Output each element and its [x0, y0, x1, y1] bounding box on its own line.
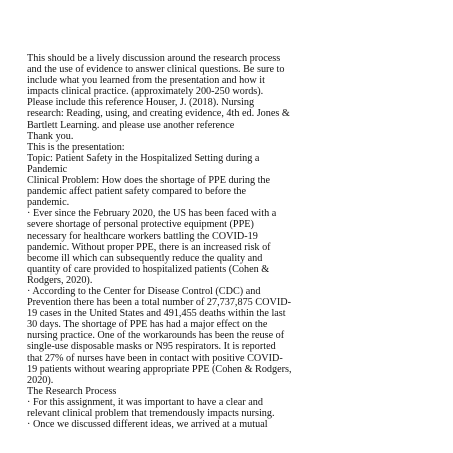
document-body: [27, 53, 431, 430]
text-line: This should be a lively discussion around the research process: [27, 53, 281, 64]
text-line: Bartlett Learning. and please use another reference: [27, 119, 235, 131]
text-line: Thank you.: [27, 130, 74, 142]
text-line: quantity of care provided to hospitalized patients (Cohen &: [27, 263, 270, 275]
text-line: include what you learned from the presentation and how it: [27, 75, 265, 87]
text-line: Clinical Problem: How does the shortage of PPE during the: [27, 175, 271, 187]
text-line: 30 days. The shortage of PPE has had a major effect on the: [27, 319, 268, 331]
text-line: pandemic. Without proper PPE, there is an increased risk of: [27, 241, 271, 253]
text-line: · According to the Center for Disease Control (CDC) and: [27, 285, 261, 297]
text-line: · Once we discussed different ideas, we arrived at a mutual: [27, 419, 268, 431]
text-line: Prevention there has been a total number of 27,737,875 COVID-: [27, 297, 291, 309]
text-line: become ill which can subsequently reduce the quality and: [27, 252, 263, 264]
text-line: research: Reading, using, and creating evidence, 4th ed. Jones &: [27, 108, 290, 120]
text-line: impacts clinical practice. (approximately 200-250 words).: [27, 86, 264, 98]
text-line: 2020).: [27, 374, 54, 386]
text-line: relevant clinical problem that tremendously impacts nursing.: [27, 408, 275, 419]
text-line: · For this assignment, it was important to have a clear and: [27, 396, 263, 408]
text-line: pandemic affect patient safety compared to before the: [27, 186, 247, 198]
text-line: The Research Process: [27, 385, 117, 397]
text-line: single-use disposable masks or N95 respirators. It is reported: [27, 341, 276, 353]
text-line: Please include this reference Houser, J. (2018). Nursing: [27, 97, 255, 109]
text-line: Pandemic: [27, 163, 68, 175]
text-line: that 27% of nurses have been in contact with positive COVID-: [27, 352, 283, 364]
text-line: Rodgers, 2020).: [27, 274, 93, 286]
text-line: severe shortage of personal protective equipment (PPE): [27, 219, 254, 231]
text-line: nursing practice. One of the workarounds has been the reuse of: [27, 330, 285, 342]
text-line: Topic: Patient Safety in the Hospitalized Setting during a: [27, 152, 260, 164]
text-line: pandemic.: [27, 197, 70, 209]
text-line: · Ever since the February 2020, the US has been faced with a: [27, 208, 277, 220]
text-line: 19 patients without wearing appropriate PPE (Cohen & Rodgers,: [27, 363, 292, 375]
text-line: and the use of evidence to answer clinical questions. Be sure to: [27, 64, 285, 76]
text-line: 19 cases in the United States and 491,455 deaths within the last: [27, 308, 286, 320]
text-line: necessary for healthcare workers battling the COVID-19: [27, 230, 258, 242]
text-line: This is the presentation:: [27, 141, 125, 153]
